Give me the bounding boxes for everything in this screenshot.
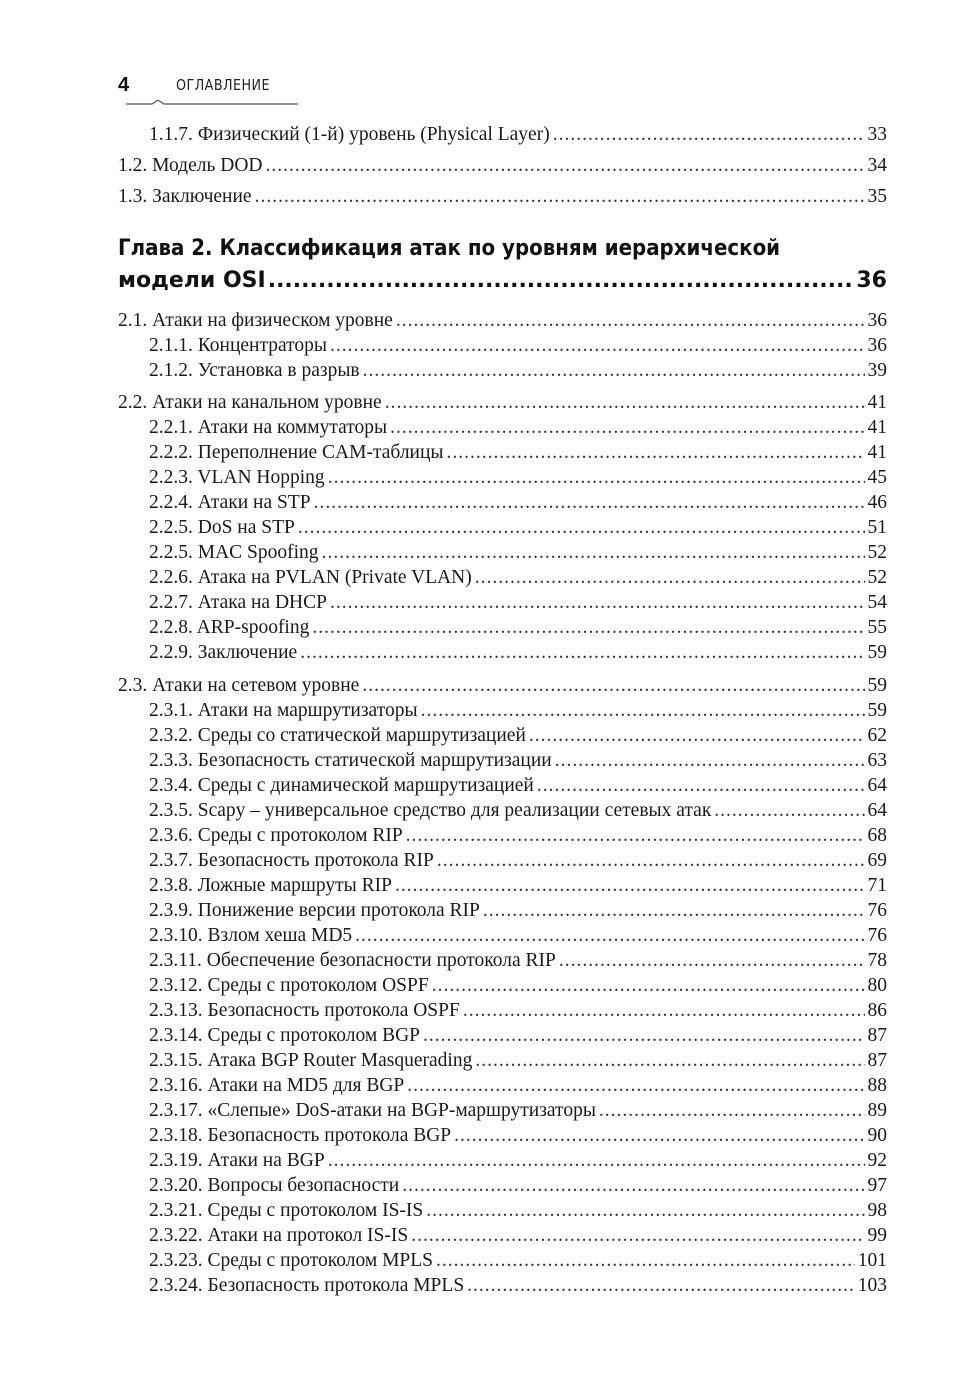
toc-entry-page: 59: [867, 700, 887, 721]
toc-leader-dots: [363, 358, 865, 384]
toc-entry-label: 2.3.9. Понижение версии протокола RIP: [149, 900, 480, 921]
toc-leader-dots: [355, 923, 864, 949]
toc-entry-page: 63: [867, 750, 887, 771]
toc-entry[interactable]: [118, 358, 887, 384]
toc-entry-label: 2.2. Атаки на канальном уровне: [118, 392, 382, 413]
toc-entry[interactable]: [118, 415, 887, 441]
toc-leader-dots: [447, 440, 865, 466]
toc-entry-label: 2.2.3. VLAN Hopping: [149, 467, 325, 488]
toc-entry-page: 46: [867, 492, 887, 513]
toc-entry[interactable]: [118, 122, 887, 148]
toc-entry-label: 2.3.12. Среды с протоколом OSPF: [149, 975, 429, 996]
toc-leader-dots: [463, 998, 865, 1024]
toc-entry[interactable]: [118, 333, 887, 359]
toc-entry-page: 98: [867, 1200, 887, 1221]
toc-leader-dots: [432, 973, 865, 999]
toc-leader-dots: [266, 153, 865, 179]
toc-entry-label: 2.3.14. Среды с протоколом BGP: [149, 1025, 421, 1046]
toc-entry[interactable]: [118, 153, 887, 179]
toc-entry-page: 51: [867, 517, 887, 538]
toc-leader-dots: [559, 948, 865, 974]
toc-leader-dots: [555, 748, 865, 774]
toc-entry-page: 41: [867, 417, 887, 438]
toc-entry[interactable]: [118, 923, 887, 949]
toc-entry-page: 52: [867, 542, 887, 563]
toc-entry-label: 2.3.16. Атаки на MD5 для BGP: [149, 1075, 405, 1096]
chapter-title-line2-row: [118, 268, 887, 298]
toc-leader-dots: [553, 122, 865, 148]
toc-entry-label: 2.3.15. Атака BGP Router Masquerading: [149, 1050, 473, 1071]
toc-entry[interactable]: [118, 998, 887, 1024]
toc-entry-page: 39: [867, 360, 887, 381]
toc-leader-dots: [322, 540, 865, 566]
toc-entry[interactable]: [118, 848, 887, 874]
toc-leader-dots: [330, 590, 865, 616]
toc-entry[interactable]: [118, 390, 887, 416]
toc-leader-dots: [467, 1273, 855, 1299]
toc-entry-label: 2.1.1. Концентраторы: [149, 335, 328, 356]
chapter-heading[interactable]: [118, 236, 887, 300]
toc-leader-dots: [328, 1148, 865, 1174]
toc-leader-dots: [406, 823, 865, 849]
toc-entry[interactable]: [118, 1073, 887, 1099]
toc-entry-label: 2.3.24. Безопасность протокола MPLS: [149, 1275, 465, 1296]
toc-leader-dots: [407, 1073, 864, 1099]
toc-leader-dots: [300, 640, 864, 666]
toc-leader-dots: [437, 848, 865, 874]
toc-leader-dots: [714, 798, 864, 824]
toc-leader-dots: [529, 723, 865, 749]
toc-entry-page: 89: [867, 1100, 887, 1121]
toc-entry[interactable]: [118, 184, 887, 210]
toc-entry[interactable]: [118, 490, 887, 516]
toc-entry-page: 101: [857, 1250, 887, 1271]
toc-leader-dots: [454, 1123, 864, 1149]
toc-entry-label: 2.2.1. Атаки на коммутаторы: [149, 417, 388, 438]
toc-entry[interactable]: [118, 1273, 887, 1299]
toc-entry-page: 86: [867, 1000, 887, 1021]
toc-leader-dots: [599, 1098, 865, 1124]
toc-entry-page: 34: [867, 155, 887, 176]
toc-leader-dots: [255, 184, 865, 210]
toc-entry[interactable]: [118, 515, 887, 541]
toc-leader-dots: [475, 1048, 864, 1074]
toc-entry-page: 59: [867, 642, 887, 663]
running-title: ОГЛАВЛЕНИЕ: [176, 76, 270, 94]
toc-entry[interactable]: [118, 798, 887, 824]
toc-leader-dots: [475, 565, 865, 591]
toc-entry[interactable]: [118, 673, 887, 699]
toc-leader-dots: [268, 268, 855, 293]
toc-entry-label: 2.3.13. Безопасность протокола OSPF: [149, 1000, 460, 1021]
toc-entry[interactable]: [118, 565, 887, 591]
toc-leader-dots: [402, 1173, 864, 1199]
toc-entry-label: 1.2. Модель DOD: [118, 155, 263, 176]
toc-entry-page: 62: [867, 725, 887, 746]
toc-entry[interactable]: [118, 1223, 887, 1249]
toc-entry[interactable]: [118, 1123, 887, 1149]
toc-entry-page: 59: [867, 675, 887, 696]
toc-leader-dots: [421, 698, 865, 724]
toc-entry-label: 2.3. Атаки на сетевом уровне: [118, 675, 360, 696]
toc-leader-dots: [436, 1248, 855, 1274]
toc-entry-label: 2.2.5. DoS на STP: [149, 517, 295, 538]
toc-leader-dots: [390, 415, 864, 441]
toc-leader-dots: [328, 465, 865, 491]
toc-entry[interactable]: [118, 823, 887, 849]
toc-entry-page: 97: [867, 1175, 887, 1196]
toc-entry-label: 2.3.18. Безопасность протокола BGP: [149, 1125, 452, 1146]
toc-entry-label: 2.3.4. Среды с динамической маршрутизацией: [149, 775, 534, 796]
chapter-title-line2: модели OSI: [118, 268, 266, 293]
toc-leader-dots: [537, 773, 865, 799]
toc-entry-label: 2.2.6. Атака на PVLAN (Private VLAN): [149, 567, 472, 588]
toc-entry-page: 80: [867, 975, 887, 996]
toc-entry[interactable]: [118, 465, 887, 491]
toc-entry-label: 1.3. Заключение: [118, 186, 252, 207]
toc-entry-label: 2.3.19. Атаки на BGP: [149, 1150, 325, 1171]
toc-entry[interactable]: [118, 873, 887, 899]
toc-entry-page: 103: [857, 1275, 887, 1296]
toc-entry-page: 35: [867, 186, 887, 207]
toc-entry-page: 64: [867, 800, 887, 821]
toc-entry-page: 52: [867, 567, 887, 588]
toc-leader-dots: [426, 1198, 864, 1224]
toc-leader-dots: [314, 490, 865, 516]
toc-entry-page: 71: [867, 875, 887, 896]
toc-entry[interactable]: [118, 615, 887, 641]
toc-entry[interactable]: [118, 723, 887, 749]
toc-entry[interactable]: [118, 540, 887, 566]
toc-entry[interactable]: [118, 1148, 887, 1174]
toc-entry-label: 2.3.2. Среды со статической маршрутизацией: [149, 725, 526, 746]
toc-entry-label: 2.1. Атаки на физическом уровне: [118, 310, 393, 331]
toc-entry-label: 2.3.8. Ложные маршруты RIP: [149, 875, 393, 896]
toc-entry-label: 2.3.17. «Слепые» DoS-атаки на BGP-маршрутизаторы: [149, 1100, 596, 1121]
toc-entry-page: 36: [867, 335, 887, 356]
toc-entry[interactable]: [118, 440, 887, 466]
toc-entry-label: 2.3.10. Взлом хеша MD5: [149, 925, 353, 946]
toc-entry-page: 76: [867, 925, 887, 946]
toc-entry-page: 41: [867, 392, 887, 413]
page-number: 4: [118, 74, 130, 96]
toc-entry-label: 2.3.3. Безопасность статической маршрутизации: [149, 750, 552, 771]
toc-entry[interactable]: [118, 1098, 887, 1124]
toc-entry-label: 2.3.23. Среды с протоколом MPLS: [149, 1250, 434, 1271]
toc-entry[interactable]: [118, 898, 887, 924]
toc-entry-label: 2.2.7. Атака на DHCP: [149, 592, 327, 613]
toc-entry-page: 87: [867, 1025, 887, 1046]
toc-leader-dots: [298, 515, 865, 541]
toc-entry[interactable]: [118, 1248, 887, 1274]
toc-leader-dots: [395, 873, 864, 899]
toc-entry-page: 90: [867, 1125, 887, 1146]
toc-entry-label: 2.1.2. Установка в разрыв: [149, 360, 360, 381]
toc-entry-page: 88: [867, 1075, 887, 1096]
toc-entry[interactable]: [118, 698, 887, 724]
toc-entry-label: 2.3.22. Атаки на протокол IS-IS: [149, 1225, 409, 1246]
toc-entry[interactable]: [118, 748, 887, 774]
toc-leader-dots: [330, 333, 864, 359]
toc-entry-page: 54: [867, 592, 887, 613]
chapter-page: 36: [856, 268, 887, 293]
toc-entry-label: 2.3.5. Scapy – универсальное средство для реализации сетевых атак: [149, 800, 712, 821]
toc-leader-dots: [312, 615, 864, 641]
toc-entry-page: 55: [867, 617, 887, 638]
toc-entry-page: 92: [867, 1150, 887, 1171]
toc-entry[interactable]: [118, 1048, 887, 1074]
toc-entry-label: 2.2.9. Заключение: [149, 642, 298, 663]
toc-entry-page: 68: [867, 825, 887, 846]
toc-entry-label: 2.3.1. Атаки на маршрутизаторы: [149, 700, 418, 721]
toc-entry-label: 2.2.5. MAC Spoofing: [149, 542, 319, 563]
toc-entry-page: 99: [867, 1225, 887, 1246]
chapter-title-line1: Глава 2. Классификация атак по уровням иерархической: [118, 236, 781, 261]
toc-entry[interactable]: [118, 1198, 887, 1224]
toc-entry-label: 2.3.7. Безопасность протокола RIP: [149, 850, 434, 871]
toc-leader-dots: [423, 1023, 864, 1049]
toc-entry[interactable]: [118, 973, 887, 999]
toc-entry[interactable]: [118, 308, 887, 334]
toc-entry-label: 1.1.7. Физический (1-й) уровень (Physical Layer): [149, 124, 550, 145]
toc-leader-dots: [396, 308, 865, 334]
toc-entry-label: 2.3.20. Вопросы безопасности: [149, 1175, 400, 1196]
toc-leader-dots: [483, 898, 865, 924]
toc-entry-page: 36: [867, 310, 887, 331]
toc-entry-label: 2.3.11. Обеспечение безопасности протокола RIP: [149, 950, 556, 971]
toc-entry[interactable]: [118, 640, 887, 666]
toc-entry-page: 45: [867, 467, 887, 488]
toc-entry-page: 41: [867, 442, 887, 463]
toc-entry-label: 2.2.2. Переполнение CAM-таблицы: [149, 442, 444, 463]
toc-entry-page: 33: [867, 124, 887, 145]
toc-entry-page: 78: [867, 950, 887, 971]
toc-entry[interactable]: [118, 1023, 887, 1049]
running-header: [118, 72, 318, 106]
toc-entry-label: 2.2.8. ARP-spoofing: [149, 617, 310, 638]
toc-leader-dots: [362, 673, 864, 699]
toc-entry-page: 87: [867, 1050, 887, 1071]
toc-entry[interactable]: [118, 590, 887, 616]
toc-leader-dots: [411, 1223, 864, 1249]
header-rule: [118, 100, 298, 106]
toc-entry-page: 76: [867, 900, 887, 921]
toc-entry-page: 64: [867, 775, 887, 796]
toc-leader-dots: [385, 390, 865, 416]
toc-entry-label: 2.2.4. Атаки на STP: [149, 492, 311, 513]
toc-entry[interactable]: [118, 773, 887, 799]
toc-entry[interactable]: [118, 1173, 887, 1199]
toc-entry-label: 2.3.21. Среды с протоколом IS-IS: [149, 1200, 424, 1221]
toc-entry-page: 69: [867, 850, 887, 871]
toc-entry-label: 2.3.6. Среды с протоколом RIP: [149, 825, 403, 846]
toc-entry[interactable]: [118, 948, 887, 974]
